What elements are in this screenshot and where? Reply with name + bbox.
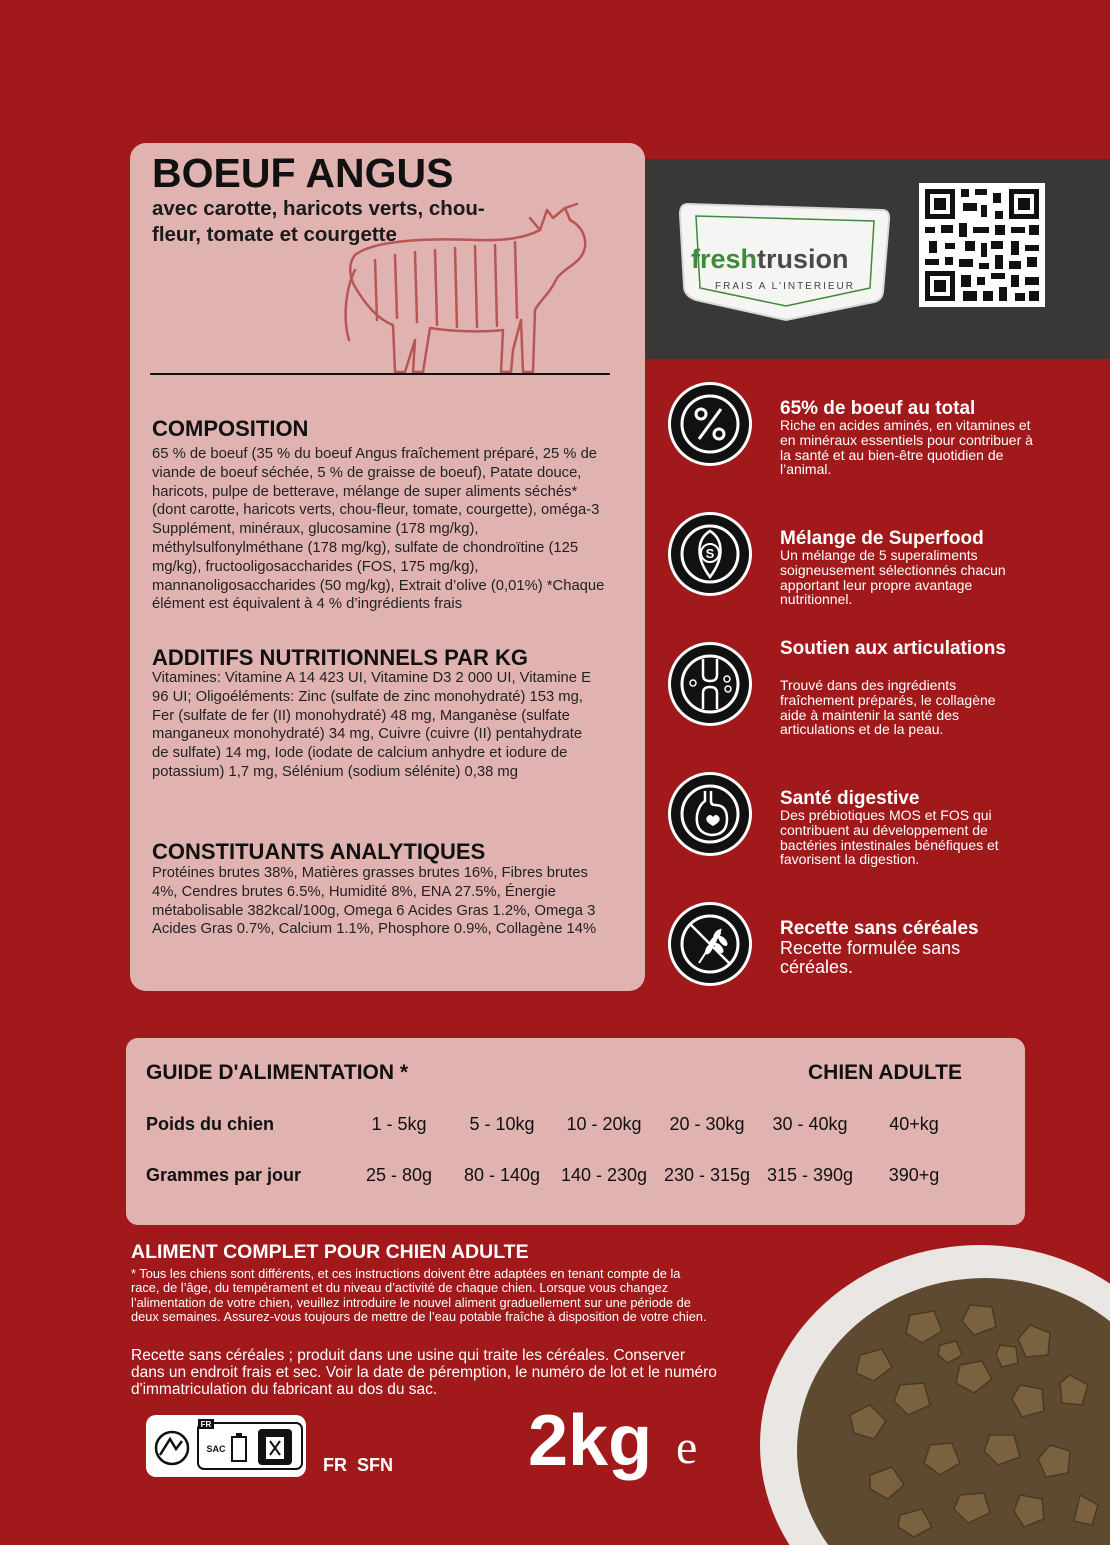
product-subtitle: avec carotte, haricots verts, chou-fleur, tomate et courgette bbox=[152, 197, 485, 246]
composition-text: 65 % de boeuf (35 % du boeuf Angus fraîchement préparé, 25 % de viande de boeuf séchée, 5 % de graisse de boeuf), Patate douce, haricots, pulpe de betterave, mélange de super aliments séchés* (dont carotte, haricots verts, chou-fleur, tomate, courgette), oméga-3 Supplément, minéraux, glucosamine (178 mg/kg), méthylsulfonylméthane (178 mg/kg), sulfate de chondroïtine (125 mg/kg), fructooligosaccharides (FOS, 175 mg/kg), mannanoligosaccharides (50 mg/kg), Extrait d’olive (0,01%) *Chaque élément est équivalent à 4 % d’ingrédients frais bbox=[152, 446, 605, 613]
additives-text: Vitamines: Vitamine A 14 423 UI, Vitamine D3 2 000 UI, Vitamine E 96 UI; Oligoéléments: Zinc (sulfate de zinc monohydraté) 153 mg, Fer (sulfate de fer (II) monohydraté) 48 mg, Manganèse (sulfate manganeux monohydraté) 34 mg, Cuivre (cuivre (II) pentahydrate de sulfate) 14 mg, Iode (iodate de calcium anhydre et iodure de potassium) 1,7 mg, Sélénium (sodium sélénite) 0,38 mg bbox=[152, 670, 591, 780]
benefit-title: Santé digestive bbox=[780, 788, 920, 809]
weight-cell: 5 - 10kg bbox=[469, 1114, 535, 1134]
net-weight: 2kg bbox=[528, 1401, 653, 1481]
additives-heading: ADDITIFS NUTRITIONNELS PAR KG bbox=[152, 645, 529, 670]
composition-heading: COMPOSITION bbox=[152, 416, 309, 441]
benefit-item bbox=[668, 382, 752, 466]
grams-cell: 230 - 315g bbox=[663, 1165, 751, 1185]
benefit-text: Trouvé dans des ingrédients fraîchement préparés, le collagène aide à maintenir la santé des articulations et de la peau. bbox=[780, 677, 996, 738]
recycle-fr: FR bbox=[200, 1420, 212, 1429]
storage-text: Recette sans céréales ; produit dans une usine qui traite les céréales. Conserver dans un endroit frais et sec. Voir la date de péremption, le numéro de lot et le numéro d'immatriculation du fabricant au dos du sac. bbox=[131, 1347, 717, 1398]
estimated-mark: e bbox=[676, 1421, 698, 1474]
weight-row-label: Poids du chien bbox=[146, 1114, 275, 1134]
benefit-title: Recette sans céréales bbox=[780, 918, 979, 939]
grams-row-label: Grammes par jour bbox=[146, 1165, 302, 1185]
joint-icon bbox=[668, 642, 752, 726]
triman-icon bbox=[156, 1432, 188, 1464]
benefit-title: Soutien aux articulations bbox=[780, 638, 1006, 659]
brand-name: freshtrusion bbox=[691, 244, 849, 274]
superfood-icon bbox=[668, 512, 752, 596]
grams-cell: 390+g bbox=[888, 1165, 940, 1185]
guide-heading: GUIDE D'ALIMENTATION * bbox=[146, 1061, 409, 1084]
constituents-heading: CONSTITUANTS ANALYTIQUES bbox=[152, 839, 486, 864]
grams-cell: 80 - 140g bbox=[463, 1165, 541, 1185]
weight-cell: 30 - 40kg bbox=[772, 1114, 848, 1134]
weight-cell: 20 - 30kg bbox=[669, 1114, 745, 1134]
bin-icon bbox=[258, 1429, 292, 1465]
language-codes: FR SFN bbox=[323, 1455, 393, 1475]
benefit-item bbox=[668, 642, 752, 726]
grams-cell: 315 - 390g bbox=[766, 1165, 854, 1185]
weight-cell: 40+kg bbox=[889, 1114, 939, 1134]
svg-text:S: S bbox=[705, 546, 715, 561]
benefit-item bbox=[668, 902, 752, 986]
grams-cell: 140 - 230g bbox=[560, 1165, 648, 1185]
no-grain-icon bbox=[668, 902, 752, 986]
recycling-info bbox=[146, 1415, 306, 1477]
benefit-item bbox=[668, 512, 752, 596]
benefit-title: 65% de boeuf au total bbox=[780, 398, 976, 419]
benefit-title: Mélange de Superfood bbox=[780, 528, 984, 549]
complete-food-label: ALIMENT COMPLET POUR CHIEN ADULTE bbox=[131, 1241, 529, 1263]
grams-cell: 25 - 80g bbox=[365, 1165, 433, 1185]
kibble-bowl bbox=[760, 1245, 1110, 1545]
weight-cell: 1 - 5kg bbox=[371, 1114, 427, 1134]
constituents-text: Protéines brutes 38%, Matières grasses brutes 16%, Fibres brutes 4%, Cendres brutes 6.5%, Humidité 8%, ENA 27.5%, Énergie métabolisable 382kcal/100g, Omega 6 Acides Gras 1.2%, Omega 3 Acides Gras 0.7%, Calcium 1.1%, Phosphore 0.9%, Collagène 14% bbox=[152, 865, 597, 938]
weight-cell: 10 - 20kg bbox=[566, 1114, 642, 1134]
benefit-text: Recette formulée sans céréales. bbox=[780, 938, 961, 977]
recycle-sac: SAC bbox=[206, 1444, 226, 1454]
stomach-icon bbox=[668, 772, 752, 856]
divider bbox=[150, 373, 610, 375]
guide-audience: CHIEN ADULTE bbox=[808, 1061, 962, 1084]
product-title: BOEUF ANGUS bbox=[152, 150, 454, 196]
benefit-text: Un mélange de 5 superaliments soigneusement sélectionnés chacun apportant leur propre avantage nutritionnel. bbox=[780, 547, 1006, 608]
percent-icon bbox=[668, 382, 752, 466]
benefit-item bbox=[668, 772, 752, 856]
benefit-text: Des prébiotiques MOS et FOS qui contribuent au développement de bactéries intestinales bénéfiques et favorisent la digestion. bbox=[780, 807, 999, 868]
bag-icon bbox=[232, 1433, 246, 1461]
qr-code[interactable] bbox=[919, 183, 1045, 307]
brand-tagline: FRAIS A L'INTERIEUR bbox=[715, 281, 855, 292]
freshtrusion-logo bbox=[676, 196, 894, 322]
benefit-text: Riche en acides aminés, en vitamines et en minéraux essentiels pour contribuer à la santé et au bien-être quotidien de l’animal. bbox=[780, 417, 1033, 478]
feeding-note: * Tous les chiens sont différents, et ces instructions doivent être adaptées en tenant compte de la race, de l’âge, du tempérament et du niveau d’activité de chaque chien. Lorsque vous changez l’alimentation de votre chien, veuillez introduire le nouvel aliment graduellement sur une période de deux semaines. Assurez-vous toujours de mettre de l’eau potable fraîche à disposition de votre chien. bbox=[131, 1266, 707, 1325]
